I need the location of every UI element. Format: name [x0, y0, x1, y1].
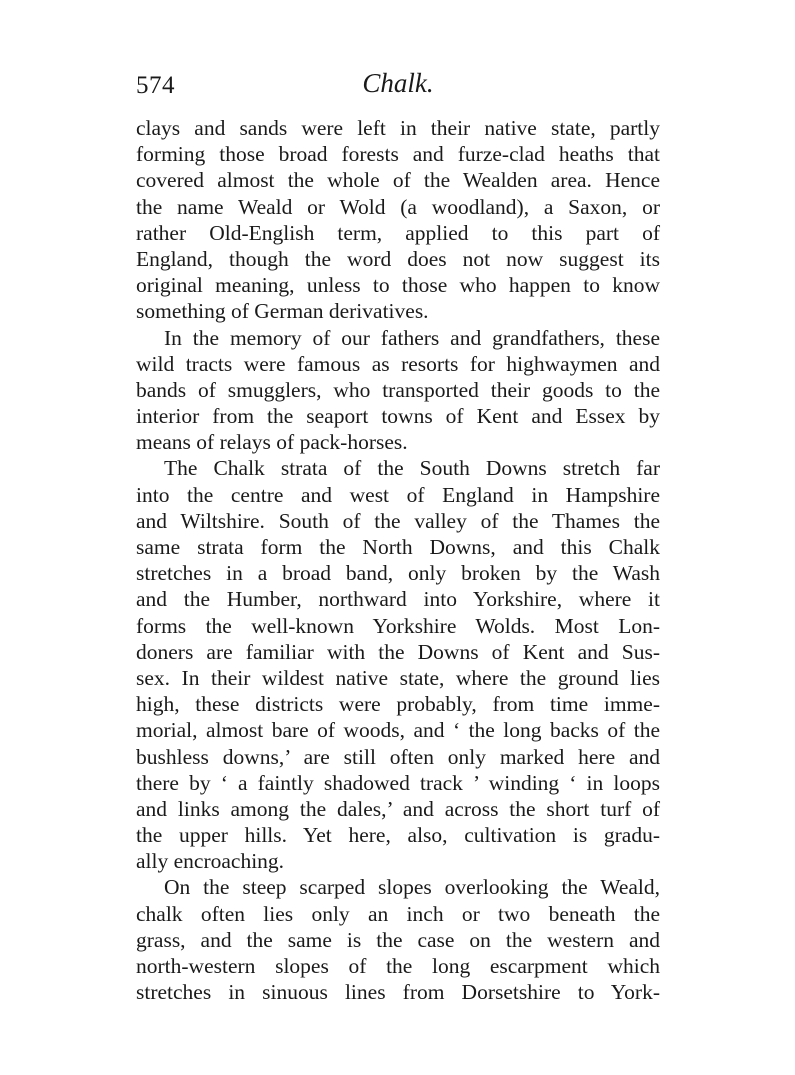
text-line: rather Old-English term, applied to this part of [136, 220, 660, 245]
text-line: high, these districts were probably, from time imme- [136, 692, 660, 717]
page-number: 574 [136, 72, 175, 99]
running-title: Chalk. [362, 68, 434, 98]
text-line: stretches in sinuous lines from Dorsetshire to York- [136, 980, 660, 1005]
text-line: and the Humber, northward into Yorkshire, where it [136, 587, 660, 612]
text-line: bands of smugglers, who transported their goods to the [136, 377, 660, 402]
text-line: On the steep scarped slopes overlooking the Weald, [164, 875, 660, 900]
text-line: ally encroaching. [136, 849, 285, 874]
text-line: In the memory of our fathers and grandfathers, these [164, 325, 660, 350]
page-header [136, 66, 660, 106]
text-line: morial, almost bare of woods, and ‘ the long backs of the [136, 718, 660, 743]
text-line: sex. In their wildest native state, where the ground lies [136, 665, 660, 690]
text-line: the name Weald or Wold (a woodland), a Saxon, or [136, 194, 660, 219]
text-line: bushless downs,’ are still often only marked here and [136, 744, 660, 769]
text-line: grass, and the same is the case on the western and [136, 927, 660, 952]
text-line: chalk often lies only an inch or two beneath the [136, 901, 660, 926]
text-line: stretches in a broad band, only broken by the Wash [136, 561, 660, 586]
text-line: The Chalk strata of the South Downs stretch far [164, 456, 660, 481]
text-line: clays and sands were left in their native state, partly [136, 116, 660, 140]
text-line: interior from the seaport towns of Kent and Essex by [136, 404, 660, 429]
text-line: forming those broad forests and furze-clad heaths that [136, 142, 660, 167]
text-line: England, though the word does not now suggest its [136, 246, 660, 271]
text-line: into the centre and west of England in Hampshire [136, 482, 660, 507]
text-line: doners are familiar with the Downs of Kent and Sus- [136, 639, 660, 664]
text-line: the upper hills. Yet here, also, cultivation is gradu- [136, 823, 660, 848]
text-line: and links among the dales,’ and across the short turf of [136, 796, 660, 821]
text-line: wild tracts were famous as resorts for highwaymen and [136, 351, 660, 376]
text-line: covered almost the whole of the Wealden area. Hence [136, 168, 660, 193]
text-line: means of relays of pack-horses. [136, 430, 408, 455]
text-line: forms the well-known Yorkshire Wolds. Most Lon- [136, 613, 660, 638]
text-line: same strata form the North Downs, and this Chalk [136, 535, 660, 559]
text-line: something of German derivatives. [136, 299, 429, 324]
text-line: and Wiltshire. South of the valley of the Thames the [136, 508, 660, 533]
text-line: north-western slopes of the long escarpment which [136, 954, 660, 978]
text-line: there by ‘ a faintly shadowed track ’ winding ‘ in loops [136, 770, 660, 795]
text-line: original meaning, unless to those who happen to know [136, 273, 660, 298]
body-text [136, 115, 660, 1005]
